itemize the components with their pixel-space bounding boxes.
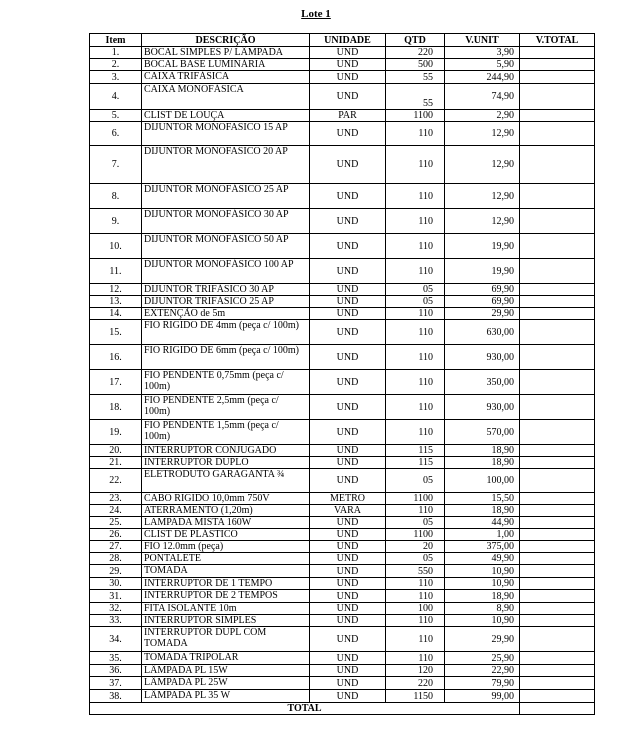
- table-row: [90, 690, 595, 703]
- cell-unit-price: 1,00: [445, 529, 520, 541]
- cell-description: ELETRODUTO GARAGANTA ¾: [142, 469, 310, 493]
- cell-item: 12.: [90, 284, 142, 296]
- cell-description: TOMADA TRIPOLAR: [142, 652, 310, 665]
- cell-item: 1.: [90, 47, 142, 59]
- cell-quantity: 100: [386, 603, 445, 615]
- cell-item: 9.: [90, 209, 142, 234]
- table-row: [90, 517, 595, 529]
- cell-item: 14.: [90, 308, 142, 320]
- cell-total-price: [520, 84, 595, 110]
- table-row: [90, 345, 595, 370]
- cell-quantity: 110: [386, 627, 445, 652]
- cell-unit-price: 100,00: [445, 469, 520, 493]
- cell-quantity: 05: [386, 517, 445, 529]
- table-row: [90, 665, 595, 677]
- cell-unit: UND: [310, 395, 386, 420]
- cell-description: BOCAL BASE LUMINÁRIA: [142, 59, 310, 71]
- table-row: [90, 296, 595, 308]
- cell-unit-price: 15,50: [445, 493, 520, 505]
- table-row: [90, 505, 595, 517]
- lot-title: [0, 8, 632, 20]
- cell-description: EXTENÇÃO de 5m: [142, 308, 310, 320]
- cell-unit: UND: [310, 47, 386, 59]
- cell-unit: UND: [310, 296, 386, 308]
- cell-unit: UND: [310, 284, 386, 296]
- cell-total-price: [520, 259, 595, 284]
- cell-description: FIO PENDENTE 0,75mm (peça c/ 100m): [142, 370, 310, 395]
- cell-unit-price: 12,90: [445, 209, 520, 234]
- cell-quantity: 05: [386, 469, 445, 493]
- cell-unit-price: 930,00: [445, 395, 520, 420]
- cell-unit: UND: [310, 553, 386, 565]
- cell-unit: UND: [310, 690, 386, 703]
- cell-description: INTERRUPTOR CONJUGADO: [142, 445, 310, 457]
- cell-total-price: [520, 578, 595, 590]
- cell-total-price: [520, 553, 595, 565]
- cell-item: 25.: [90, 517, 142, 529]
- cell-item: 38.: [90, 690, 142, 703]
- table-row: [90, 47, 595, 59]
- cell-unit: UND: [310, 71, 386, 84]
- cell-quantity: 1100: [386, 110, 445, 122]
- cell-unit: PAR: [310, 110, 386, 122]
- cell-item: 36.: [90, 665, 142, 677]
- cell-total-price: [520, 209, 595, 234]
- cell-unit-price: 12,90: [445, 146, 520, 184]
- cell-unit-price: 18,90: [445, 505, 520, 517]
- cell-quantity: 110: [386, 234, 445, 259]
- cell-unit: UND: [310, 184, 386, 209]
- cell-unit: UND: [310, 565, 386, 578]
- cell-quantity: 110: [386, 505, 445, 517]
- cell-quantity: 110: [386, 209, 445, 234]
- cell-unit-price: 79,90: [445, 677, 520, 690]
- table-row: [90, 234, 595, 259]
- table-row: [90, 457, 595, 469]
- cell-item: 17.: [90, 370, 142, 395]
- cell-quantity: 110: [386, 578, 445, 590]
- cell-total-price: [520, 590, 595, 603]
- cell-item: 27.: [90, 541, 142, 553]
- cell-unit-price: 3,90: [445, 47, 520, 59]
- cell-total-price: [520, 603, 595, 615]
- cell-unit: UND: [310, 627, 386, 652]
- cell-item: 18.: [90, 395, 142, 420]
- cell-total-price: [520, 445, 595, 457]
- cell-total-price: [520, 146, 595, 184]
- table-row: [90, 209, 595, 234]
- cell-unit: UND: [310, 59, 386, 71]
- cell-item: 4.: [90, 84, 142, 110]
- cell-unit: UND: [310, 541, 386, 553]
- cell-unit-price: 22,90: [445, 665, 520, 677]
- table-row: [90, 110, 595, 122]
- cell-description: FIO RIGIDO DE 6mm (peça c/ 100m): [142, 345, 310, 370]
- cell-description: LÂMPADA PL 35 W: [142, 690, 310, 703]
- cell-item: 10.: [90, 234, 142, 259]
- table-row: [90, 370, 595, 395]
- cell-quantity: 1150: [386, 690, 445, 703]
- cell-total-price: [520, 345, 595, 370]
- cell-total-price: [520, 517, 595, 529]
- cell-item: 26.: [90, 529, 142, 541]
- cell-quantity: 1100: [386, 493, 445, 505]
- cell-description: DIJUNTOR MONOFÁSICO 50 AP: [142, 234, 310, 259]
- cell-unit-price: 49,90: [445, 553, 520, 565]
- header-description: DESCRIÇÃO: [142, 34, 310, 47]
- cell-description: DIJUNTOR TRIFÁSICO 30 AP: [142, 284, 310, 296]
- cell-item: 29.: [90, 565, 142, 578]
- cell-total-price: [520, 122, 595, 146]
- cell-unit: UND: [310, 259, 386, 284]
- cell-quantity: 115: [386, 457, 445, 469]
- cell-unit-price: 930,00: [445, 345, 520, 370]
- cell-description: DIJUNTOR MONOFÁSICO 30 AP: [142, 209, 310, 234]
- cell-description: TOMADA: [142, 565, 310, 578]
- cell-quantity: 110: [386, 122, 445, 146]
- table-row: [90, 146, 595, 184]
- cell-total-price: [520, 370, 595, 395]
- total-value: [520, 703, 595, 715]
- cell-quantity: 110: [386, 652, 445, 665]
- cell-quantity: 110: [386, 420, 445, 445]
- cell-description: INTERRUPTOR DE 2 TEMPOS: [142, 590, 310, 603]
- cell-unit-price: 25,90: [445, 652, 520, 665]
- cell-item: 2.: [90, 59, 142, 71]
- header-unit: UNIDADE: [310, 34, 386, 47]
- cell-description: FITA ISOLANTE 10m: [142, 603, 310, 615]
- cell-item: 32.: [90, 603, 142, 615]
- cell-item: 34.: [90, 627, 142, 652]
- cell-total-price: [520, 565, 595, 578]
- cell-total-price: [520, 541, 595, 553]
- cell-description: INTERRUPTOR DE 1 TEMPO: [142, 578, 310, 590]
- cell-unit-price: 18,90: [445, 445, 520, 457]
- cell-description: INTERRUPTOR DUPLO: [142, 457, 310, 469]
- cell-item: 3.: [90, 71, 142, 84]
- cell-quantity: 110: [386, 615, 445, 627]
- cell-item: 22.: [90, 469, 142, 493]
- cell-description: FIO PENDENTE 1,5mm (peça c/ 100m): [142, 420, 310, 445]
- cell-total-price: [520, 110, 595, 122]
- cell-unit: UND: [310, 234, 386, 259]
- table-row: [90, 565, 595, 578]
- table-row: [90, 493, 595, 505]
- header-total-price: V.TOTAL: [520, 34, 595, 47]
- cell-unit-price: 350,00: [445, 370, 520, 395]
- cell-item: 11.: [90, 259, 142, 284]
- cell-quantity: 220: [386, 677, 445, 690]
- cell-quantity: 110: [386, 184, 445, 209]
- cell-description: ATERRAMENTO (1,20m): [142, 505, 310, 517]
- cell-unit-price: 18,90: [445, 590, 520, 603]
- cell-item: 19.: [90, 420, 142, 445]
- table-row: [90, 284, 595, 296]
- total-label: TOTAL: [90, 703, 520, 715]
- table-row: [90, 603, 595, 615]
- cell-item: 20.: [90, 445, 142, 457]
- cell-total-price: [520, 690, 595, 703]
- table-row: [90, 652, 595, 665]
- cell-total-price: [520, 469, 595, 493]
- cell-unit: METRO: [310, 493, 386, 505]
- cell-unit-price: 5,90: [445, 59, 520, 71]
- table-row: [90, 184, 595, 209]
- cell-unit-price: 12,90: [445, 122, 520, 146]
- total-row: [90, 703, 595, 715]
- cell-description: INTERRUPTOR SIMPLES: [142, 615, 310, 627]
- table-row: [90, 122, 595, 146]
- cell-unit: UND: [310, 209, 386, 234]
- cell-unit-price: 19,90: [445, 234, 520, 259]
- cell-quantity: 55: [386, 84, 445, 110]
- header-row: [90, 34, 595, 47]
- cell-quantity: 05: [386, 284, 445, 296]
- cell-item: 21.: [90, 457, 142, 469]
- cell-quantity: 110: [386, 370, 445, 395]
- cell-unit: UND: [310, 665, 386, 677]
- table-row: [90, 627, 595, 652]
- cell-total-price: [520, 284, 595, 296]
- cell-description: DIJUNTOR MONOFÁSICO 100 AP: [142, 259, 310, 284]
- cell-unit-price: 570,00: [445, 420, 520, 445]
- cell-quantity: 20: [386, 541, 445, 553]
- cell-unit: UND: [310, 345, 386, 370]
- cell-unit-price: 8,90: [445, 603, 520, 615]
- cell-description: FIO PENDENTE 2,5mm (peça c/ 100m): [142, 395, 310, 420]
- cell-unit: UND: [310, 146, 386, 184]
- cell-total-price: [520, 296, 595, 308]
- cell-quantity: 110: [386, 259, 445, 284]
- cell-total-price: [520, 615, 595, 627]
- cell-item: 16.: [90, 345, 142, 370]
- cell-quantity: 1100: [386, 529, 445, 541]
- cell-item: 24.: [90, 505, 142, 517]
- table-row: [90, 553, 595, 565]
- cell-total-price: [520, 677, 595, 690]
- cell-quantity: 55: [386, 71, 445, 84]
- cell-description: LÂMPADA PL 15W: [142, 665, 310, 677]
- table-row: [90, 84, 595, 110]
- cell-description: INTERRUPTOR DUPL COM TOMADA: [142, 627, 310, 652]
- header-quantity: QTD: [386, 34, 445, 47]
- cell-total-price: [520, 493, 595, 505]
- cell-description: CAIXA TRIFÁSICA: [142, 71, 310, 84]
- cell-total-price: [520, 529, 595, 541]
- cell-quantity: 110: [386, 308, 445, 320]
- cell-unit: UND: [310, 652, 386, 665]
- cell-description: CABO RIGIDO 10,0mm 750V: [142, 493, 310, 505]
- cell-item: 15.: [90, 320, 142, 345]
- cell-description: DIJUNTOR MONOFASICO 15 AP: [142, 122, 310, 146]
- table-row: [90, 320, 595, 345]
- cell-total-price: [520, 184, 595, 209]
- cell-total-price: [520, 457, 595, 469]
- cell-total-price: [520, 420, 595, 445]
- cell-description: CAIXA MONOFÁSICA: [142, 84, 310, 110]
- cell-quantity: 110: [386, 320, 445, 345]
- cell-total-price: [520, 395, 595, 420]
- table-row: [90, 578, 595, 590]
- cell-description: BOCAL SIMPLES P/ LÂMPADA: [142, 47, 310, 59]
- cell-quantity: 500: [386, 59, 445, 71]
- cell-unit: UND: [310, 457, 386, 469]
- cell-unit-price: 44,90: [445, 517, 520, 529]
- cell-item: 37.: [90, 677, 142, 690]
- cell-unit: UND: [310, 615, 386, 627]
- items-table: [89, 33, 595, 715]
- cell-total-price: [520, 71, 595, 84]
- table-row: [90, 71, 595, 84]
- table-row: [90, 469, 595, 493]
- cell-description: DIJUNTOR MONOFÁSICO 25 AP: [142, 184, 310, 209]
- cell-unit: UND: [310, 320, 386, 345]
- table-row: [90, 677, 595, 690]
- cell-unit: UND: [310, 420, 386, 445]
- cell-description: FIO RIGIDO DE 4mm (peça c/ 100m): [142, 320, 310, 345]
- cell-unit: VARA: [310, 505, 386, 517]
- cell-unit: UND: [310, 603, 386, 615]
- cell-item: 23.: [90, 493, 142, 505]
- cell-unit: UND: [310, 370, 386, 395]
- cell-unit-price: 12,90: [445, 184, 520, 209]
- table-body: [90, 47, 595, 703]
- cell-quantity: 05: [386, 296, 445, 308]
- cell-description: FIO 12.0mm (peça): [142, 541, 310, 553]
- header-unit-price: V.UNIT: [445, 34, 520, 47]
- cell-unit: UND: [310, 84, 386, 110]
- cell-unit: UND: [310, 445, 386, 457]
- lot-title-text: Lote 1: [301, 8, 331, 20]
- table-row: [90, 259, 595, 284]
- cell-unit: UND: [310, 529, 386, 541]
- cell-unit-price: 74,90: [445, 84, 520, 110]
- cell-unit-price: 19,90: [445, 259, 520, 284]
- cell-unit-price: 18,90: [445, 457, 520, 469]
- cell-total-price: [520, 234, 595, 259]
- cell-item: 6.: [90, 122, 142, 146]
- table-row: [90, 541, 595, 553]
- cell-total-price: [520, 665, 595, 677]
- cell-unit-price: 10,90: [445, 615, 520, 627]
- cell-total-price: [520, 652, 595, 665]
- cell-item: 8.: [90, 184, 142, 209]
- cell-description: LAMPADA MISTA 160W: [142, 517, 310, 529]
- cell-unit-price: 29,90: [445, 308, 520, 320]
- cell-item: 30.: [90, 578, 142, 590]
- cell-unit: UND: [310, 517, 386, 529]
- cell-description: DIJUNTOR MONOFASICO 20 AP: [142, 146, 310, 184]
- cell-total-price: [520, 627, 595, 652]
- table-row: [90, 590, 595, 603]
- cell-description: CLIST DE PLÁSTICO: [142, 529, 310, 541]
- cell-unit: UND: [310, 122, 386, 146]
- table-row: [90, 308, 595, 320]
- cell-unit-price: 10,90: [445, 565, 520, 578]
- cell-unit: UND: [310, 578, 386, 590]
- table-row: [90, 420, 595, 445]
- cell-item: 7.: [90, 146, 142, 184]
- cell-unit: UND: [310, 469, 386, 493]
- table-row: [90, 529, 595, 541]
- cell-unit-price: 69,90: [445, 296, 520, 308]
- cell-item: 5.: [90, 110, 142, 122]
- cell-description: DIJUNTOR TRIFÁSICO 25 AP: [142, 296, 310, 308]
- cell-quantity: 220: [386, 47, 445, 59]
- cell-quantity: 120: [386, 665, 445, 677]
- cell-unit-price: 10,90: [445, 578, 520, 590]
- cell-quantity: 115: [386, 445, 445, 457]
- table-row: [90, 445, 595, 457]
- cell-total-price: [520, 47, 595, 59]
- cell-total-price: [520, 59, 595, 71]
- cell-description: LÂMPADA PL 25W: [142, 677, 310, 690]
- cell-quantity: 550: [386, 565, 445, 578]
- cell-quantity: 110: [386, 395, 445, 420]
- cell-item: 31.: [90, 590, 142, 603]
- cell-total-price: [520, 320, 595, 345]
- cell-unit-price: 630,00: [445, 320, 520, 345]
- table-row: [90, 395, 595, 420]
- header-item: Item: [90, 34, 142, 47]
- cell-unit-price: 29,90: [445, 627, 520, 652]
- cell-unit-price: 2,90: [445, 110, 520, 122]
- cell-item: 13.: [90, 296, 142, 308]
- cell-item: 33.: [90, 615, 142, 627]
- cell-unit-price: 69,90: [445, 284, 520, 296]
- cell-unit: UND: [310, 308, 386, 320]
- cell-unit-price: 99,00: [445, 690, 520, 703]
- cell-description: CLIST DE LOUÇA: [142, 110, 310, 122]
- cell-item: 35.: [90, 652, 142, 665]
- cell-description: PONTALETE: [142, 553, 310, 565]
- cell-quantity: 110: [386, 590, 445, 603]
- cell-total-price: [520, 505, 595, 517]
- cell-total-price: [520, 308, 595, 320]
- cell-quantity: 110: [386, 345, 445, 370]
- cell-unit: UND: [310, 590, 386, 603]
- cell-quantity: 05: [386, 553, 445, 565]
- cell-unit: UND: [310, 677, 386, 690]
- table-row: [90, 59, 595, 71]
- cell-unit-price: 375,00: [445, 541, 520, 553]
- cell-unit-price: 244,90: [445, 71, 520, 84]
- cell-quantity: 110: [386, 146, 445, 184]
- cell-item: 28.: [90, 553, 142, 565]
- table-row: [90, 615, 595, 627]
